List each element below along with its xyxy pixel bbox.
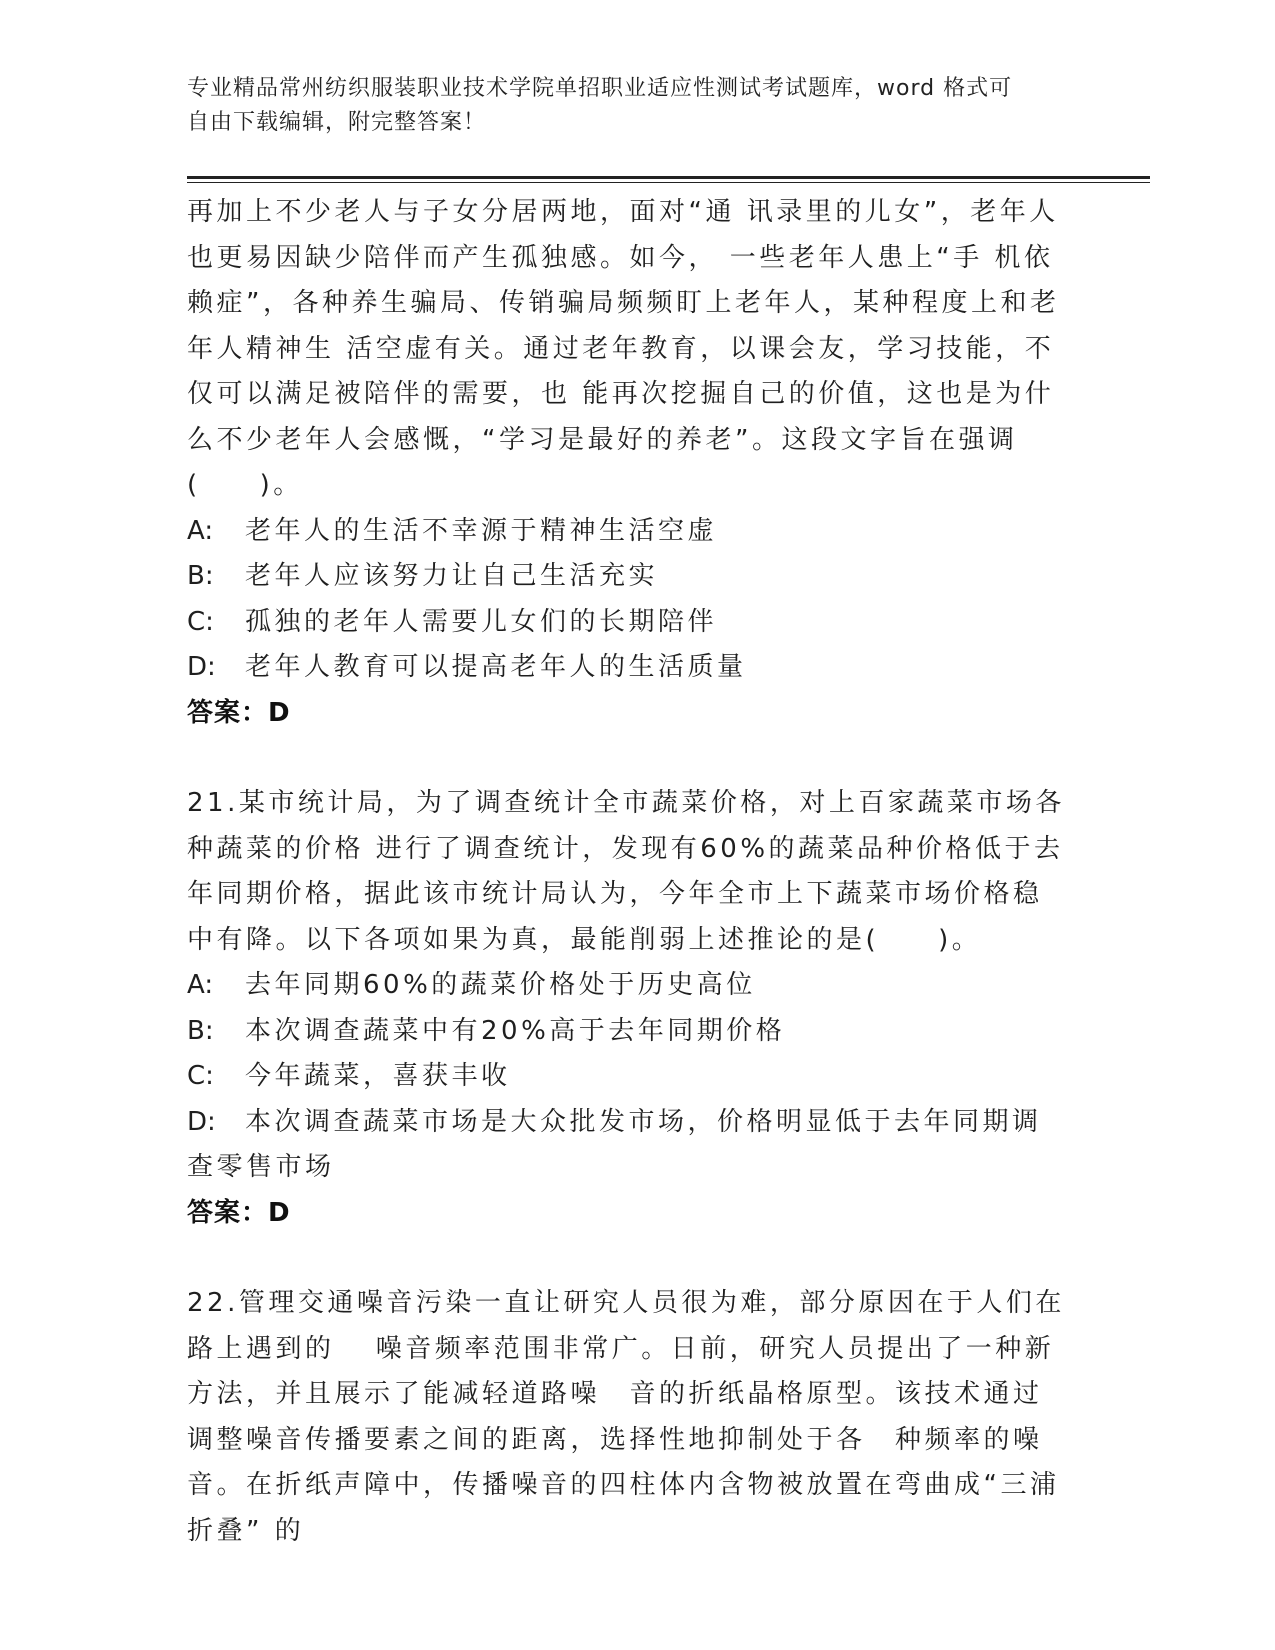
option-text: 去年同期60%的蔬菜价格处于历史高位 (245, 970, 756, 1000)
header-divider-thick (187, 176, 1150, 179)
option-text: 老年人的生活不幸源于精神生活空虚 (245, 515, 718, 546)
option-key: C: (187, 1061, 214, 1091)
option-key: B: (187, 561, 214, 591)
option-b (187, 1009, 1067, 1055)
option-key: C: (187, 606, 214, 637)
question-21 (187, 781, 1067, 1236)
option-a (187, 509, 1067, 555)
option-text: 今年蔬菜，喜获丰收 (245, 1061, 511, 1091)
option-text: 老年人应该努力让自己生活充实 (245, 561, 659, 591)
option-c (187, 1054, 1067, 1100)
option-text: 本次调查蔬菜中有20%高于去年同期价格 (245, 1015, 786, 1046)
option-text: 孤独的老年人需要儿女们的长期陪伴 (245, 606, 718, 637)
option-key: A: (187, 970, 214, 1000)
option-text: 老年人教育可以提高老年人的生活质量 (245, 652, 747, 682)
option-d (187, 645, 1067, 691)
header-line-2: 自由下载编辑，附完整答案！ (187, 110, 487, 135)
option-a (187, 963, 1067, 1009)
document-body (187, 190, 1067, 1554)
answer-line: 答案：D (187, 1197, 291, 1228)
question-stem: 22.管理交通噪音污染一直让研究人员很为难，部分原因在于人们在路上遇到的 噪音频率范围非常广。日前，研究人员提出了一种新方法，并且展示了能减轻道路噪 音的折纸晶格原型。该技术通过调整噪音传播要素之间的距离，选择性地抑制处于各 种频率的噪音。在折纸声障中，传播噪音的四柱体内含物被放置在弯曲成“三浦折叠” 的 (187, 1288, 1065, 1546)
option-key: D: (187, 1106, 216, 1137)
option-d (187, 1100, 1067, 1191)
header-divider-thin (187, 182, 1150, 183)
header-line-1: 专业精品常州纺织服装职业技术学院单招职业适应性测试考试题库，word 格式可 (187, 76, 1013, 101)
option-c (187, 600, 1067, 646)
answer-line: 答案：D (187, 697, 291, 728)
option-key: D: (187, 652, 216, 682)
spacer (187, 736, 1067, 781)
question-stem: 21.某市统计局，为了调查统计全市蔬菜价格，对上百家蔬菜市场各种蔬菜的价格 进行了调查统计，发现有60%的蔬菜品种价格低于去年同期价格，据此该市统计局认为，今年全市上下蔬菜市场价格稳中有降。以下各项如果为真，最能削弱上述推论的是( )。 (187, 788, 1065, 955)
option-key: B: (187, 1015, 214, 1046)
page-header (187, 72, 1067, 140)
spacer (187, 1236, 1067, 1281)
question-22 (187, 1281, 1067, 1554)
question-20 (187, 190, 1067, 736)
question-stem: 再加上不少老人与子女分居两地，面对“通 讯录里的儿女”，老年人也更易因缺少陪伴而产生孤独感。如今， 一些老年人患上“手 机依赖症”，各种养生骗局、传销骗局频频盯上老年人，某种程度上和老年人精神生 活空虚有关。通过老年教育，以课会友，学习技能，不仅可以满足被陪伴的需要，也 能再次挖掘自己的价值，这也是为什么不少老年人会感慨，“学习是最好的养老”。这段文字旨在强调( )。 (187, 197, 1060, 500)
option-key: A: (187, 515, 214, 546)
option-b (187, 554, 1067, 600)
option-text: 本次调查蔬菜市场是大众批发市场，价格明显低于去年同期调查零售市场 (187, 1106, 1042, 1182)
